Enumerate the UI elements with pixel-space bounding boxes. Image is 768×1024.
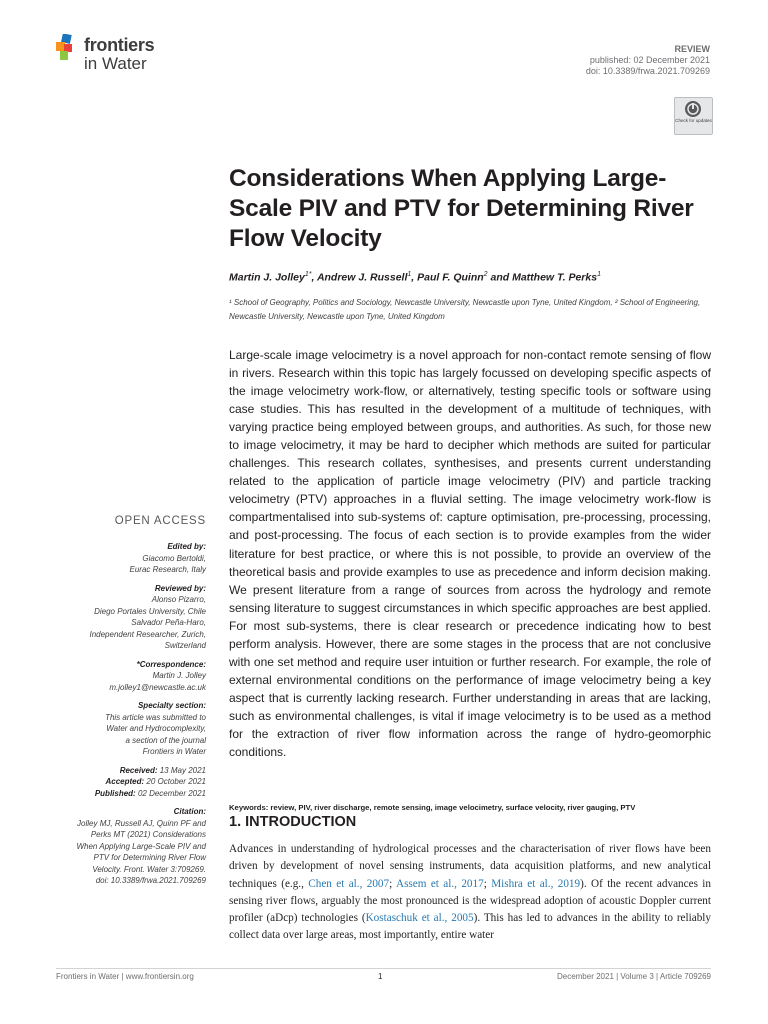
- check-updates-label: Check for updates: [675, 118, 712, 123]
- received-label: Received:: [119, 765, 158, 775]
- accepted-value: 20 October 2021: [146, 777, 206, 786]
- correspondence-label: *Correspondence:: [136, 659, 206, 669]
- citation-doi[interactable]: doi: 10.3389/frwa.2021.709269: [95, 876, 206, 885]
- published-date: published: 02 December 2021: [589, 55, 710, 65]
- affiliations: ¹ School of Geography, Politics and Sociology, Newcastle University, Newcastle upon Tyne, United Kingdom, ² School of Engineering, Newcastle University, Newcastle upon Tyne, United Kingdom: [229, 298, 701, 321]
- check-updates-icon: [684, 100, 702, 118]
- reviewer-line: Diego Portales University, Chile: [94, 606, 206, 616]
- correspondence-name: Martin J. Jolley: [152, 671, 206, 680]
- specialty-line: Water and Hydrocomplexity,: [106, 724, 206, 733]
- doi[interactable]: doi: 10.3389/frwa.2021.709269: [585, 66, 710, 76]
- logo-wordmark: frontiers: [84, 35, 155, 55]
- author-affiliation-marker: 1*: [304, 271, 312, 278]
- received-value: 13 May 2021: [159, 765, 206, 775]
- open-access-label: OPEN ACCESS: [114, 515, 206, 527]
- citation-line: PTV for Determining River Flow: [93, 853, 206, 862]
- citation-link[interactable]: Chen et al., 2007: [308, 877, 390, 890]
- logo-journal-name: in Water: [84, 54, 147, 73]
- article-type: REVIEW: [674, 44, 710, 54]
- reviewed-by-block: [56, 583, 206, 652]
- citation-link[interactable]: Kostaschuk et al., 2005: [365, 912, 474, 925]
- article-title: Considerations When Applying Large-Scale PIV and PTV for Determining River Flow Velocity: [229, 165, 694, 252]
- body-text: ;: [483, 877, 492, 890]
- footer-issue-info: December 2021 | Volume 3 | Article 709269: [556, 972, 711, 981]
- author-affiliation-marker: 1: [597, 271, 601, 278]
- reviewer-line: Alonso Pizarro,: [151, 595, 206, 604]
- published-date-sidebar: [56, 788, 206, 800]
- citation-line: When Applying Large-Scale PIV and: [76, 841, 206, 851]
- specialty-block: [56, 700, 206, 758]
- published-value: 02 December 2021: [137, 788, 206, 798]
- received-date: [56, 765, 206, 777]
- body-text: ). Of the recent advances in sensing river flows, arguably the most pronounced is the widespread adoption of acoustic Doppler current profiler (aDcp) technologies (: [229, 877, 712, 925]
- article-meta-header: [586, 44, 710, 77]
- author-name[interactable]: Matthew T. Perks: [512, 271, 598, 284]
- body-text: ;: [389, 877, 396, 890]
- edited-by-block: [56, 541, 206, 576]
- journal-logo[interactable]: [56, 32, 186, 76]
- check-for-updates-badge[interactable]: [674, 97, 713, 135]
- frontiers-logo-icon: [56, 34, 82, 62]
- body-text: Advances in understanding of hydrological processes and the characterisation of river flows have been driven by development of novel sensing instruments, data acquisition platforms, and new analytical techniques (e.g.,: [229, 843, 711, 890]
- reviewer-line: Salvador Peña-Haro,: [131, 618, 206, 627]
- citation-line: Velocity. Front. Water 3:709269.: [92, 864, 206, 874]
- article-sidebar: [56, 515, 206, 894]
- citation-block: [56, 806, 206, 887]
- author-affiliation-marker: 1: [407, 271, 412, 278]
- correspondence-email[interactable]: m.jolley1@newcastle.ac.uk: [109, 682, 206, 692]
- keywords: Keywords: review, PIV, river discharge, remote sensing, image velocimetry, surface velocity, river gauging, PTV: [229, 803, 636, 812]
- edited-by-label: Edited by:: [167, 542, 206, 551]
- reviewed-by-label: Reviewed by:: [154, 583, 206, 593]
- editor-line: Eurac Research, Italy: [129, 565, 206, 574]
- reviewer-line: Switzerland: [164, 641, 206, 650]
- author-name[interactable]: Martin J. Jolley: [229, 271, 305, 284]
- citation-line: Perks MT (2021) Considerations: [90, 830, 206, 839]
- specialty-line: a section of the journal: [125, 735, 206, 745]
- published-label: Published:: [94, 788, 136, 798]
- correspondence-block: [56, 659, 206, 694]
- specialty-line: This article was submitted to: [105, 712, 206, 722]
- specialty-label: Specialty section:: [137, 701, 206, 710]
- citation-link[interactable]: Mishra et al., 2019: [491, 877, 581, 890]
- accepted-date: [56, 776, 206, 788]
- author-name[interactable]: Andrew J. Russell: [316, 271, 408, 284]
- author-name[interactable]: Paul F. Quinn: [417, 271, 484, 284]
- author-affiliation-marker: 2: [483, 271, 488, 278]
- abstract: Large-scale image velocimetry is a novel approach for non-contact remote sensing of flow in rivers. Research within this topic has largely focussed on developing specific aspects of the image velocimetry work-flow, or alternatively, testing specific tools or software using case studies. This has resulted in the development of a multitude of techniques, with varying practice being employed between groups, and authorities. As such, for those new to image velocimetry, it may be hard to decipher which methods are suited for particular challenges. This research collates, synthesises, and presents current understanding related to the application of particle image velocimetry (PIV) and particle tracking velocimetry (PTV) approaches in a fluvial setting. The image velocimetry work-flow is compartmentalised into sub-systems of: capture optimisation, pre-processing, processing, and post-processing. The focus of each section is to provide examples from the wider literature for best practice, or where this is not possible, to provide an overview of the theoretical basis and provide examples to use as precedence and inform decision making. We present literature from a range of sources from across the hydrology and remote sensing literature to suggest circumstances in which specific approaches are best applied. For most sub-systems, there is clear research or precedence indicating how to best perform analysis. However, there are some stages in the process that are not conclusive with one set method and require user intuition or further research. For example, the role of external environmental conditions on the performance of image velocimetry being a key aspect that is currently lacking research. Further understanding in areas that are lacking, such as environmental challenges, is vital if image velocimetry is to be used as a method for the extraction of river flow information across the range of hydro-geomorphic conditions.: [229, 348, 711, 760]
- reviewer-line: Independent Researcher, Zurich,: [89, 629, 206, 639]
- dates-block: [56, 765, 206, 800]
- citation-line: Jolley MJ, Russell AJ, Quinn PF and: [77, 818, 206, 828]
- page-number: 1: [378, 972, 383, 981]
- footer-divider: [56, 968, 711, 969]
- footer-journal-link[interactable]: Frontiers in Water | www.frontiersin.org: [56, 972, 194, 981]
- section-heading-introduction: 1. INTRODUCTION: [229, 814, 357, 830]
- specialty-line: Frontiers in Water: [142, 747, 206, 756]
- body-text: ). This has led to advances in the ability to reliably collect data over large areas, most importantly, entire water: [229, 912, 711, 942]
- editor-line: Giacomo Bertoldi,: [142, 553, 206, 563]
- introduction-paragraph: [229, 841, 711, 945]
- citation-link[interactable]: Assem et al., 2017: [396, 877, 484, 890]
- citation-label: Citation:: [173, 807, 206, 816]
- author-list: Martin J. Jolley$^{1*}$, Andrew J. Russell$^1$, Paul F. Quinn$^2$ and Matthew T. Perks$^1$: [229, 271, 601, 284]
- accepted-label: Accepted:: [105, 777, 145, 786]
